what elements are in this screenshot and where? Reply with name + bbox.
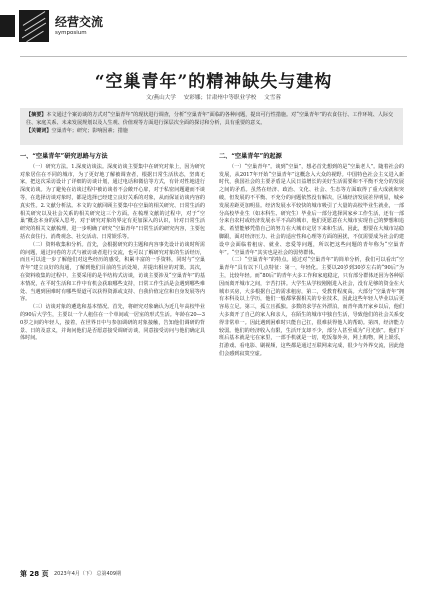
author-1: 文/燕山大学 xyxy=(146,95,176,101)
right-column xyxy=(219,153,404,359)
byline xyxy=(0,93,427,101)
page-header xyxy=(0,0,427,52)
header-band xyxy=(0,15,15,37)
paragraph: （二）“空巢青年”的特点。通过对“空巢青年”的简单分析，我们可以看出“空巢青年”具有以下几点特征：第一，年轻化。主要以20岁到30岁左右的“90后”为主，比较年轻。而“80后”的青年大多工作和家庭稳定，只有部分群体还因为各种原因而离开城市之间，辛苦打拼。大学生从学校刚刚进入社会，没有足够的资金在大城市买房，大多根据自己的需求租房，第二，受教育程度高。大部分“空巢青年”拥有本科及以上学历，他们一般都掌握相关的专业技术，因此这些年轻人毕业以后更容易立足。第三，孤立且孤独。多数的求学在外漂泊，而青年离开家乡以后，他们大多离开了自己的家人和亲人，在陌生的城市中独自生活，导致他们的社会关系变得非常单一。因此遇到困难时只能自己扛，很难获得他人的帮助。第四，经济能力较弱。他们的经济收入有限，生活开支却不少，部分人甚至成为“月光族”。他们下班后基本就是宅在家里，一部手机就是一切，吃饭靠外卖，网上购物，网上娱乐，打游戏、看电影、刷视频，这些都是通过互联网来完成，很少与外界交流，因此他们会感到寂寞空虚。 xyxy=(219,257,404,357)
paragraph: （一）“空巢青年”。谈到“空巢”，想必首先想到的是“空巢老人”。随着社会的发展，从2017年开始“空巢青年”这概念入大众的视野。中国特色社会主义进入新时代，我国社会的主要矛盾是人民日益增长的美好生活需要和不平衡不充分的发展之间的矛盾。虽然在经济、政治、文化、社会、生态等方面取得了重大成就和突破，但发展的不平衡、不充分的问题依然没有解决，区域经济发展差异明显，城乡发展差距更加明显。经济发展水平较快的城市吸引了大量的高校毕业生就业，一部分高校毕业生（如本科生、研究生）毕业后一部分选择回家乡工作生活，还有一部分来自农村或经济发展水平不高的城市，他们更愿意在大城市实现自己的梦想和追求，希望能够凭借自己的努力在大城市定居下来和生活。因此，想要在大城市站稳脚跟，面对经济压力、社会的适应性和心理等方面的困扰，不仅需要成为社会的建设中会面临着租房、就业、恋爱等问题，所以把这些问题的青年称为“空巢青年”。“空巢青年”其实也是社会的弱势群体。 xyxy=(219,163,404,256)
left-column xyxy=(20,153,205,343)
header-divider xyxy=(20,56,407,57)
abstract-label: 【摘要】 xyxy=(26,112,47,118)
issue-info: 2023年4月（下） 总第409期 xyxy=(54,571,122,577)
paragraph: （二）资料收集和分析。首先，会根据研究的主题和内容事先设计访谈时所需的问题，通过问卷的方式与被访谈者进行交流，也可以了解研究对象的生活经历，而且可以进一步了解他们对这些经历的感受，积累丰富的一手资料，同时与“空巢青年”建立良好的沟通，了解到他们目前的生活处境，并提出相应的对策。其次，在资料收集的过程中，主要采用的是半结构式访谈，访谈主要涉及“空巢青年”的基本情况，在平时生活和工作中有机会获取哪些支持，日常工作生活是会遇到哪些难处、当遇到困难时有哪些渠道可以获得资源或支持、自我价值定位和自身发展等内容。 xyxy=(20,241,205,303)
page-footer xyxy=(20,567,410,581)
section-1-title: 一、“空巢青年”研究思路与方法 xyxy=(20,153,108,160)
author-2: 安彩娜；甘肃州中等职业学校 xyxy=(183,95,257,101)
column-subtitle: symposium xyxy=(55,30,87,36)
author-3: 文雪蓉 xyxy=(264,95,281,101)
keywords-label: 【关键词】 xyxy=(26,128,52,134)
abstract-text: 本文通过个案访谈的方式对“空巢青年”的现状进行调查，分析“空巢青年”面临的各种问题，提出可行性措施。对“空巢青年”的衣食住行、工作环境、人际交往、家庭关系、未来发展规划以及人生观、价值观等方面进行深层次全面的探讨和分析，具有重要的意义。 xyxy=(26,112,394,126)
paragraph: （三）访谈对象的遴选和基本情况。首先，将研究对象确认为近几年高校毕业的90后大学生，主要以一个人租住在一个单间或一居室的形式生活。年龄在20—30岁之间的年轻人，接着，在世界日中与参加调研的对象接触，告知他们调研的背景、日的及意义，并询问他们是否愿意接受调研访谈，同意接受访问与他们确定具体时间。 xyxy=(20,304,205,342)
page-number: 第 28 页 xyxy=(20,570,49,578)
section-2-title: 二、“空巢青年”的起源 xyxy=(219,153,282,160)
article-title: “空巢青年”的精神缺失与建构 xyxy=(94,72,333,92)
column-logo-image xyxy=(19,10,49,42)
column-name: 经营交流 xyxy=(55,15,104,29)
keywords-text: 空巢青年；研究；影响因素；措施 xyxy=(51,128,128,134)
paragraph: （一）研究方法。1.深度访谈法。深度访谈主要集中在研究对象上，因为研究对象居住在不同的城市，为了更好地了解被调查者，根据日常生活状态，坚离无家，把这次采访设计了详细的访谈计划，通过电话和微信等方式，有针对性地进行深度访谈。为了避免在访谈过程中被访谈者不会敞开心扉，对于私密问题避而不谈等，在选择访谈对象时，都是选择已经建立良好关系的对象，从而保证访谈内容的真实性。2.文献分析法。本文的文献回顾主要集中在空巢的相关研究、日常生活的相关研究以及社会关系的相关研究这三个方面。在梳理文献的过程中，对于“空巢”概念本身的深入思考，对于研究对象的界定有更加深入的认识，针对日常生活研究的相关文献梳理，进一步明确了研究“空巢青年”日常生活的研究内容，主要包括衣食住行、消费观念、社交活动、日常娱乐等。 xyxy=(20,163,205,240)
abstract-box xyxy=(20,108,403,145)
